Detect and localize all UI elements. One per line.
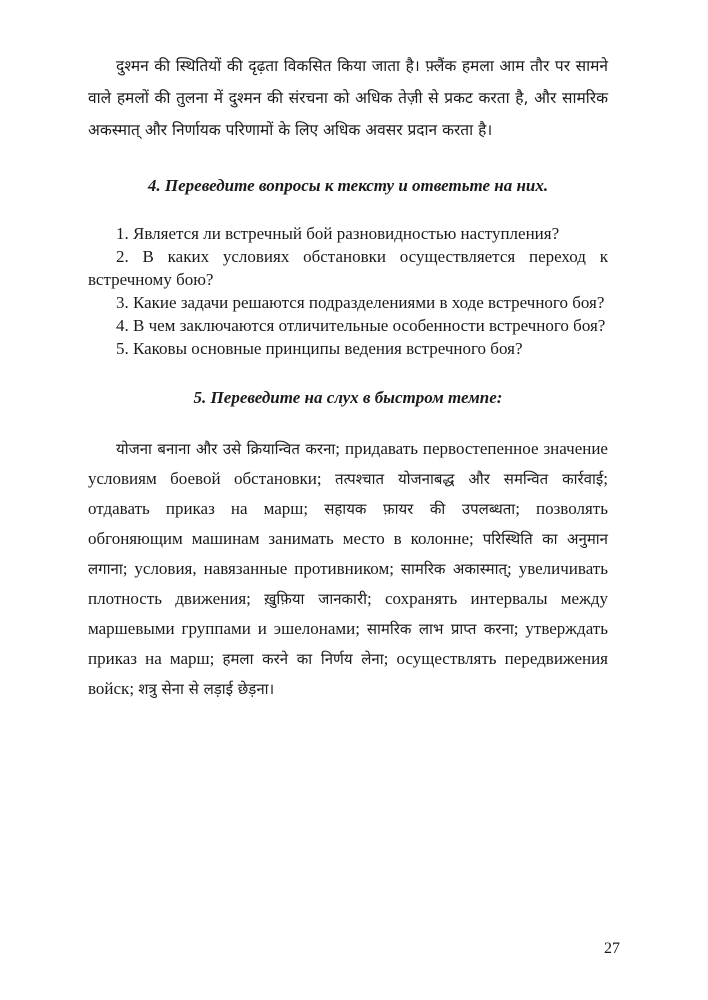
- hindi-paragraph: दुश्मन की स्थितियों की दृढ़ता विकसित किया जाता है। फ़्लैंक हमला आम तौर पर सामने वाले हमलों की तुलना में दुश्मन की संरचना को अधिक तेज़ी से प्रकट करता है, और सामरिक अकस्मात् और निर्णायक परिणामों के लिए अधिक अवसर प्रदान करता है।: [88, 57, 608, 139]
- question-1: 1. Является ли встречный бой разновидностью наступления?: [116, 224, 560, 243]
- phrase-russian: ; отдавать приказ на марш;: [88, 469, 608, 518]
- phrase-hindi: परिस्थिति का अनुमान लगाना: [88, 530, 608, 578]
- question-3: 3. Какие задачи решаются подразделениями в ходе встречного боя?: [116, 293, 605, 312]
- phrase-russian: ; придавать первостепенное значение условиям боевой обстановки;: [88, 439, 608, 488]
- question-2: 2. В каких условиях обстановки осуществляется переход к встречному бою?: [88, 247, 608, 289]
- phrase-hindi: सहायक फ़ायर की उपलब्धता: [324, 500, 516, 518]
- phrase-russian: ; утверждать приказ на марш;: [88, 619, 608, 668]
- phrase-hindi: हमला करने का निर्णय लेना: [222, 650, 384, 668]
- phrase-hindi: सामरिक अकास्मात्: [400, 560, 508, 578]
- phrase-russian: ; условия, навязанные противником;: [122, 559, 401, 578]
- question-5: 5. Каковы основные принципы ведения встречного боя?: [116, 339, 523, 358]
- phrase-russian: ; увеличивать плотность движения;: [88, 559, 608, 608]
- page-number: 27: [604, 940, 620, 957]
- exercise-5-phrases: [88, 434, 608, 704]
- phrase-hindi: सामरिक लाभ प्राप्त करना: [366, 620, 514, 638]
- phrase-russian: ; позволять обгоняющим машинам занимать место в колонне;: [88, 499, 608, 548]
- phrase-russian: ; сохранять интервалы между маршевыми группами и эшелонами;: [88, 589, 608, 638]
- exercise-4-questions: [88, 222, 608, 360]
- phrase-hindi: शत्रु सेना से लड़ाई छेड़ना।: [138, 680, 275, 698]
- question-4: 4. В чем заключаются отличительные особенности встречного боя?: [116, 316, 606, 335]
- exercise-4-heading: 4. Переведите вопросы к тексту и ответьте на них.: [147, 176, 549, 195]
- phrase-hindi: तत्पश्चात योजनाबद्ध और समन्वित कार्रवाई: [335, 470, 604, 488]
- page-content: [88, 50, 608, 704]
- phrase-russian: ; осуществлять передвижения войск;: [88, 649, 608, 698]
- exercise-5-heading: 5. Переведите на слух в быстром темпе:: [193, 388, 503, 407]
- phrase-hindi: ख़ुफ़िया जानकारी: [264, 590, 367, 608]
- phrase-hindi: योजना बनाना और उसे क्रियान्वित करना: [116, 440, 336, 458]
